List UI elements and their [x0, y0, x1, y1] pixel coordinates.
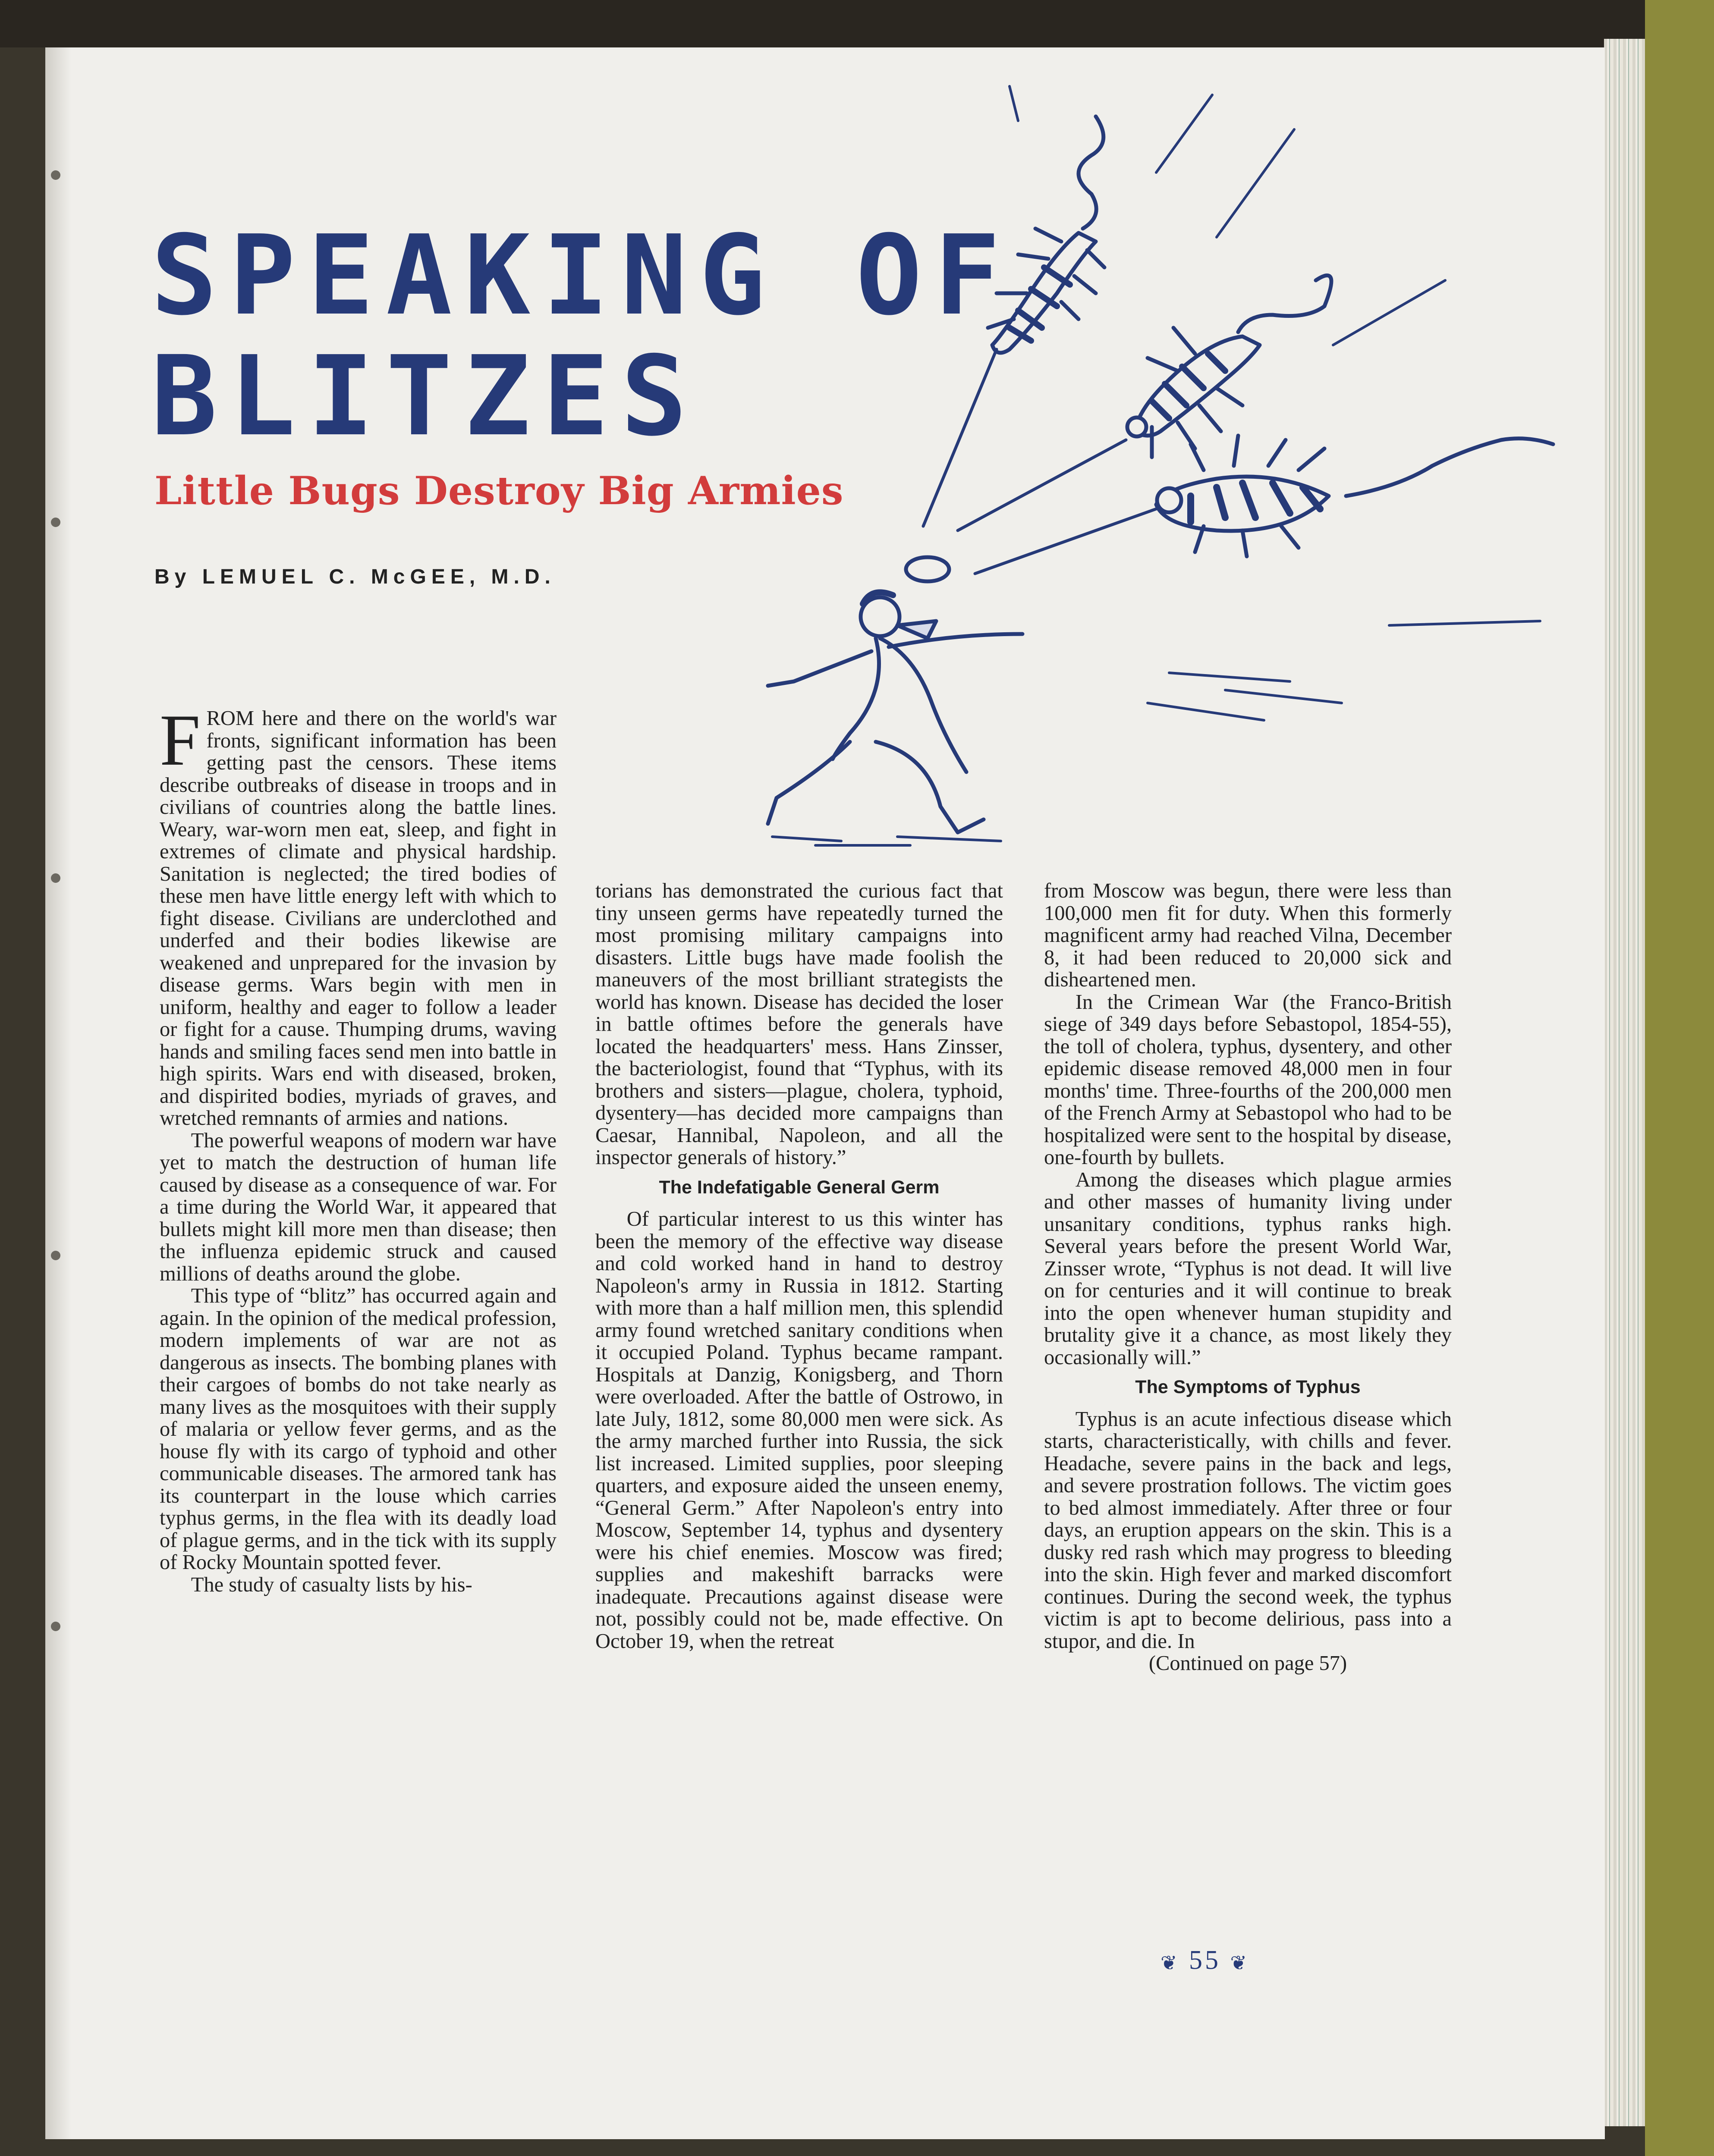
binding-hole	[51, 170, 60, 180]
paragraph: Among the diseases which plague armies and other masses of humanity living under unsanitary conditions, typhus ranks high. Several years before the present World War, Zinsser wrote, “Typhus is not dead. It will live on for centuries and it will continue to break into the open whenever human stupidity and brutality give it a chance, as most likely they occasionally will.”	[1044, 1168, 1452, 1369]
section-heading: The Symptoms of Typhus	[1135, 1377, 1361, 1397]
hat-icon	[906, 557, 949, 581]
paragraph: In the Crimean War (the Franco-British siege of 349 days before Sebastopol, 1854-55), the toll of cholera, typhus, dysentery, and other epidemic disease removed 48,000 men in four months' time. Three-fourths of the 200,000 men of the French Army at Sebastopol who had to be hospitalized were sent to the hospital by disease, one-fourth by bullets.	[1044, 990, 1452, 1169]
book-spine-shadow	[0, 0, 1714, 47]
binding-hole	[51, 873, 60, 883]
continued-note: (Continued on page 57)	[1148, 1652, 1347, 1675]
ornament-icon: ❦	[1160, 1952, 1180, 1974]
paragraph: FROM here and there on the world's war fronts, significant information has been getting past the censors. These items describe outbreaks of disease in troops and in civilians of countries along the battle lines. Weary, war-worn men eat, sleep, and fight in extremes of climate and physical hardship. Sanitation is neglected; the tired bodies of these men have little energy left with which to fight disease. Civilians are underclothed and underfed and their bodies likewise are weakened and unprepared for the invasion by disease germs. Wars begin with men in uniform, healthy and eager to follow a leader or fight for a cause. Thumping drums, waving hands and smiling faces send men into battle in high spirits. Wars end with diseased, broken, and dispirited bodies, myriads of graves, and wretched remnants of armies and nations.	[160, 700, 557, 1130]
bug-icon	[975, 436, 1553, 574]
binding-hole	[51, 1622, 60, 1631]
title-line-1: SPEAKING OF	[151, 212, 1013, 340]
ornament-icon: ❦	[1230, 1952, 1250, 1974]
book-binding	[1645, 0, 1714, 2156]
paragraph: The powerful weapons of modern war have yet to match the destruction of human life caused by disease as a consequence of war. For a time during the World War, it appeared that bullets might kill more men than disease; then the influenza epidemic struck and caused millions of deaths around the globe.	[160, 1129, 557, 1285]
page-number-text: 55	[1189, 1946, 1221, 1975]
speed-lines-icon	[1010, 86, 1540, 720]
binding-hole	[51, 518, 60, 527]
column-3	[1044, 880, 1452, 1675]
bugs-chasing-man-illustration	[673, 69, 1579, 871]
paragraph: The study of casualty lists by his-	[191, 1573, 472, 1596]
drop-cap: F	[160, 700, 201, 781]
running-man-icon	[768, 592, 1022, 845]
byline: By LEMUEL C. McGEE, M.D.	[154, 565, 556, 588]
title-line-2: BLITZES	[151, 333, 699, 461]
paragraph: torians has demonstrated the curious fact that tiny unseen germs have repeatedly turned the most promising military campaigns into disasters. Little bugs have made foolish the maneuvers of the most brilliant strategists the world has known. Disease has decided the loser in battle oftimes before the generals have located the headquarters' mess. Hans Zinsser, the bacteriologist, found that “Typhus, with its brothers and sisters—plague, cholera, typhoid, dysentery—has decided more campaigns than Caesar, Hannibal, Napoleon, and all the inspector generals of history.”	[595, 879, 1003, 1169]
section-heading: The Indefatigable General Germ	[659, 1177, 940, 1198]
paragraph: Of particular interest to us this winter has been the memory of the effective way disease and cold worked hand in hand to destroy Napoleon's army in Russia in 1812. Starting with more than a half million men, this splendid army found wretched sanitary conditions when it occupied Poland. Typhus became rampant. Hospitals at Danzig, Konigsberg, and Thorn were overloaded. After the battle of Ostrowo, in late July, 1812, some 80,000 men were sick. As the army marched further into Russia, the sick list increased. Limited supplies, poor sleeping quarters, and exposure aided the unseen enemy, “General Germ.” After Napoleon's entry into Moscow, September 14, typhus and dysentery were his chief enemies. Moscow was fired; supplies and makeshift barracks were inadequate. Precautions against disease were not, possibly could not be, made effective. On October 19, when the retreat	[595, 1208, 1003, 1653]
paragraph: from Moscow was begun, there were less than 100,000 men fit for duty. When this formerly magnificent army had reached Vilna, December 8, it had been reduced to 20,000 sick and disheartened men.	[1044, 879, 1452, 991]
column-2	[595, 880, 1003, 1652]
page-edges	[1604, 39, 1645, 2126]
paragraph: Typhus is an acute infectious disease which starts, characteristically, with chills and fever. Headache, severe pains in the back and legs, and severe prostration follows. The victim goes to bed almost immediately. After three or four days, an eruption appears on the skin. This is a dusky red rash which may progress to bleeding into the skin. High fever and marked discomfort continues. During the second week, the typhus victim is apt to become delirious, pass into a stupor, and die. In	[1044, 1407, 1452, 1653]
column-1	[160, 700, 557, 1596]
binding-hole	[51, 1251, 60, 1260]
page-number	[1160, 1945, 1249, 1976]
paragraph: This type of “blitz” has occurred again and again. In the opinion of the medical profession, modern implements of war are not as dangerous as insects. The bombing planes with their cargoes of bombs do not take nearly as many lives as the mosquitoes with their supply of malaria or yellow fever germs, and as the house fly with its cargo of typhoid and other communicable diseases. The armored tank has its counterpart in the louse which carries typhus germs, in the flea with its deadly load of plague germs, and in the tick with its supply of Rocky Mountain spotted fever.	[160, 1284, 557, 1574]
article-subtitle: Little Bugs Destroy Big Armies	[154, 468, 844, 514]
page-gutter	[45, 47, 71, 2139]
